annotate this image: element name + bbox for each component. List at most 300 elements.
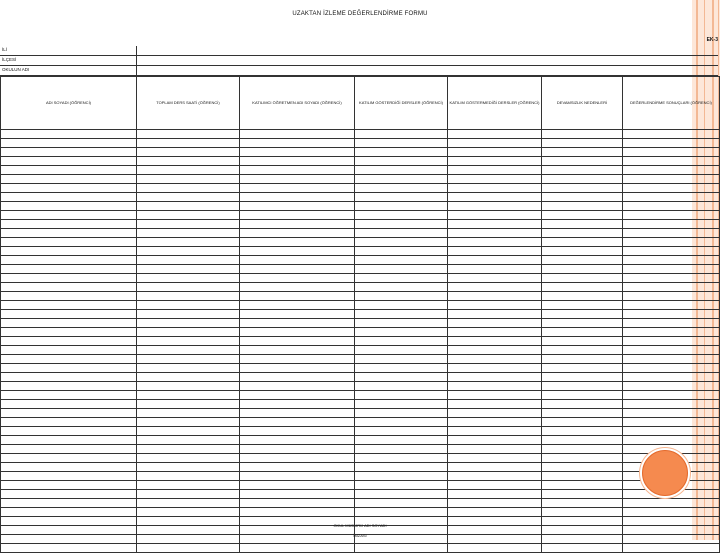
table-cell[interactable] xyxy=(137,211,240,220)
table-cell[interactable] xyxy=(542,148,623,157)
table-cell[interactable] xyxy=(542,157,623,166)
table-cell[interactable] xyxy=(448,193,542,202)
table-cell[interactable] xyxy=(1,499,137,508)
table-cell[interactable] xyxy=(542,472,623,481)
table-cell[interactable] xyxy=(240,292,355,301)
table-cell[interactable] xyxy=(623,508,720,517)
table-cell[interactable] xyxy=(1,427,137,436)
table-cell[interactable] xyxy=(448,391,542,400)
table-cell[interactable] xyxy=(240,436,355,445)
table-cell[interactable] xyxy=(448,544,542,553)
table-cell[interactable] xyxy=(240,508,355,517)
table-cell[interactable] xyxy=(448,382,542,391)
table-cell[interactable] xyxy=(542,409,623,418)
table-cell[interactable] xyxy=(355,301,448,310)
table-cell[interactable] xyxy=(623,130,720,139)
table-cell[interactable] xyxy=(137,445,240,454)
table-cell[interactable] xyxy=(448,472,542,481)
table-cell[interactable] xyxy=(240,427,355,436)
table-cell[interactable] xyxy=(623,166,720,175)
table-cell[interactable] xyxy=(448,184,542,193)
table-cell[interactable] xyxy=(448,328,542,337)
table-cell[interactable] xyxy=(623,436,720,445)
table-cell[interactable] xyxy=(448,373,542,382)
table-cell[interactable] xyxy=(448,247,542,256)
table-cell[interactable] xyxy=(542,445,623,454)
table-cell[interactable] xyxy=(542,427,623,436)
table-cell[interactable] xyxy=(1,490,137,499)
table-cell[interactable] xyxy=(623,319,720,328)
table-cell[interactable] xyxy=(240,490,355,499)
table-cell[interactable] xyxy=(448,427,542,436)
table-cell[interactable] xyxy=(137,508,240,517)
table-cell[interactable] xyxy=(542,337,623,346)
table-cell[interactable] xyxy=(623,409,720,418)
table-cell[interactable] xyxy=(1,229,137,238)
table-cell[interactable] xyxy=(623,229,720,238)
table-cell[interactable] xyxy=(623,301,720,310)
table-cell[interactable] xyxy=(448,202,542,211)
table-cell[interactable] xyxy=(355,184,448,193)
table-cell[interactable] xyxy=(448,211,542,220)
table-cell[interactable] xyxy=(623,148,720,157)
table-cell[interactable] xyxy=(542,301,623,310)
table-cell[interactable] xyxy=(542,391,623,400)
table-cell[interactable] xyxy=(448,220,542,229)
table-cell[interactable] xyxy=(542,310,623,319)
table-cell[interactable] xyxy=(355,337,448,346)
table-cell[interactable] xyxy=(355,463,448,472)
table-cell[interactable] xyxy=(448,274,542,283)
table-cell[interactable] xyxy=(1,373,137,382)
table-cell[interactable] xyxy=(623,175,720,184)
table-cell[interactable] xyxy=(355,373,448,382)
table-cell[interactable] xyxy=(355,175,448,184)
table-cell[interactable] xyxy=(623,382,720,391)
table-cell[interactable] xyxy=(355,193,448,202)
table-cell[interactable] xyxy=(355,274,448,283)
table-cell[interactable] xyxy=(355,247,448,256)
table-cell[interactable] xyxy=(240,355,355,364)
table-cell[interactable] xyxy=(355,472,448,481)
table-cell[interactable] xyxy=(137,400,240,409)
table-cell[interactable] xyxy=(542,382,623,391)
table-cell[interactable] xyxy=(1,130,137,139)
table-cell[interactable] xyxy=(137,130,240,139)
table-cell[interactable] xyxy=(355,310,448,319)
table-cell[interactable] xyxy=(355,481,448,490)
table-cell[interactable] xyxy=(137,229,240,238)
table-cell[interactable] xyxy=(1,139,137,148)
table-cell[interactable] xyxy=(137,256,240,265)
table-cell[interactable] xyxy=(623,193,720,202)
table-cell[interactable] xyxy=(1,400,137,409)
table-cell[interactable] xyxy=(355,211,448,220)
table-cell[interactable] xyxy=(623,202,720,211)
table-cell[interactable] xyxy=(542,229,623,238)
table-cell[interactable] xyxy=(137,184,240,193)
table-cell[interactable] xyxy=(623,265,720,274)
table-cell[interactable] xyxy=(542,292,623,301)
table-cell[interactable] xyxy=(623,283,720,292)
table-cell[interactable] xyxy=(355,292,448,301)
table-cell[interactable] xyxy=(623,373,720,382)
table-cell[interactable] xyxy=(355,256,448,265)
table-cell[interactable] xyxy=(1,310,137,319)
table-cell[interactable] xyxy=(448,418,542,427)
table-cell[interactable] xyxy=(240,256,355,265)
table-cell[interactable] xyxy=(542,166,623,175)
table-cell[interactable] xyxy=(448,130,542,139)
table-cell[interactable] xyxy=(542,490,623,499)
table-cell[interactable] xyxy=(240,283,355,292)
table-cell[interactable] xyxy=(448,283,542,292)
table-cell[interactable] xyxy=(240,391,355,400)
table-cell[interactable] xyxy=(240,418,355,427)
table-cell[interactable] xyxy=(1,148,137,157)
table-cell[interactable] xyxy=(542,202,623,211)
table-cell[interactable] xyxy=(448,139,542,148)
table-cell[interactable] xyxy=(1,463,137,472)
table-cell[interactable] xyxy=(1,184,137,193)
table-cell[interactable] xyxy=(355,148,448,157)
table-cell[interactable] xyxy=(1,337,137,346)
table-cell[interactable] xyxy=(240,472,355,481)
table-cell[interactable] xyxy=(448,346,542,355)
table-cell[interactable] xyxy=(137,292,240,301)
table-cell[interactable] xyxy=(1,445,137,454)
table-cell[interactable] xyxy=(137,436,240,445)
table-cell[interactable] xyxy=(542,247,623,256)
table-cell[interactable] xyxy=(1,364,137,373)
table-cell[interactable] xyxy=(623,364,720,373)
table-cell[interactable] xyxy=(240,364,355,373)
table-cell[interactable] xyxy=(137,157,240,166)
table-cell[interactable] xyxy=(240,499,355,508)
table-cell[interactable] xyxy=(137,220,240,229)
table-cell[interactable] xyxy=(542,184,623,193)
table-cell[interactable] xyxy=(240,148,355,157)
table-cell[interactable] xyxy=(1,301,137,310)
table-cell[interactable] xyxy=(623,499,720,508)
table-cell[interactable] xyxy=(448,292,542,301)
table-cell[interactable] xyxy=(137,346,240,355)
table-cell[interactable] xyxy=(623,157,720,166)
table-cell[interactable] xyxy=(355,166,448,175)
table-cell[interactable] xyxy=(1,328,137,337)
table-cell[interactable] xyxy=(542,193,623,202)
table-cell[interactable] xyxy=(623,220,720,229)
table-cell[interactable] xyxy=(137,274,240,283)
table-cell[interactable] xyxy=(137,139,240,148)
table-cell[interactable] xyxy=(355,139,448,148)
table-cell[interactable] xyxy=(1,544,137,553)
table-cell[interactable] xyxy=(137,202,240,211)
table-cell[interactable] xyxy=(240,445,355,454)
table-cell[interactable] xyxy=(137,328,240,337)
table-cell[interactable] xyxy=(623,337,720,346)
table-cell[interactable] xyxy=(623,184,720,193)
table-cell[interactable] xyxy=(355,229,448,238)
table-cell[interactable] xyxy=(542,283,623,292)
table-cell[interactable] xyxy=(623,346,720,355)
table-cell[interactable] xyxy=(448,337,542,346)
table-cell[interactable] xyxy=(240,337,355,346)
table-cell[interactable] xyxy=(623,310,720,319)
table-cell[interactable] xyxy=(240,328,355,337)
table-cell[interactable] xyxy=(355,490,448,499)
table-cell[interactable] xyxy=(355,508,448,517)
table-cell[interactable] xyxy=(137,193,240,202)
table-cell[interactable] xyxy=(542,319,623,328)
table-cell[interactable] xyxy=(240,184,355,193)
table-cell[interactable] xyxy=(448,436,542,445)
table-cell[interactable] xyxy=(137,373,240,382)
table-cell[interactable] xyxy=(137,427,240,436)
table-cell[interactable] xyxy=(137,499,240,508)
table-cell[interactable] xyxy=(623,544,720,553)
table-cell[interactable] xyxy=(448,265,542,274)
table-cell[interactable] xyxy=(448,508,542,517)
table-cell[interactable] xyxy=(1,355,137,364)
table-cell[interactable] xyxy=(542,373,623,382)
table-cell[interactable] xyxy=(355,220,448,229)
table-cell[interactable] xyxy=(1,247,137,256)
table-cell[interactable] xyxy=(1,211,137,220)
table-cell[interactable] xyxy=(542,130,623,139)
table-cell[interactable] xyxy=(240,175,355,184)
table-cell[interactable] xyxy=(137,355,240,364)
table-cell[interactable] xyxy=(355,436,448,445)
table-cell[interactable] xyxy=(240,139,355,148)
table-cell[interactable] xyxy=(448,148,542,157)
table-cell[interactable] xyxy=(448,409,542,418)
table-cell[interactable] xyxy=(1,238,137,247)
table-cell[interactable] xyxy=(542,481,623,490)
table-cell[interactable] xyxy=(623,400,720,409)
table-cell[interactable] xyxy=(355,445,448,454)
table-cell[interactable] xyxy=(542,436,623,445)
table-cell[interactable] xyxy=(623,139,720,148)
table-cell[interactable] xyxy=(137,148,240,157)
table-cell[interactable] xyxy=(240,544,355,553)
table-cell[interactable] xyxy=(542,256,623,265)
table-cell[interactable] xyxy=(240,463,355,472)
table-cell[interactable] xyxy=(1,391,137,400)
table-cell[interactable] xyxy=(542,274,623,283)
table-cell[interactable] xyxy=(448,499,542,508)
table-cell[interactable] xyxy=(623,427,720,436)
table-cell[interactable] xyxy=(355,427,448,436)
table-cell[interactable] xyxy=(355,454,448,463)
table-cell[interactable] xyxy=(240,274,355,283)
table-cell[interactable] xyxy=(355,238,448,247)
table-cell[interactable] xyxy=(542,139,623,148)
table-cell[interactable] xyxy=(240,265,355,274)
table-cell[interactable] xyxy=(1,481,137,490)
table-cell[interactable] xyxy=(1,418,137,427)
table-cell[interactable] xyxy=(448,157,542,166)
table-cell[interactable] xyxy=(240,157,355,166)
table-cell[interactable] xyxy=(542,499,623,508)
table-cell[interactable] xyxy=(542,454,623,463)
table-cell[interactable] xyxy=(542,400,623,409)
table-cell[interactable] xyxy=(240,211,355,220)
table-cell[interactable] xyxy=(448,454,542,463)
table-cell[interactable] xyxy=(355,409,448,418)
table-cell[interactable] xyxy=(1,256,137,265)
table-cell[interactable] xyxy=(355,400,448,409)
table-cell[interactable] xyxy=(1,157,137,166)
table-cell[interactable] xyxy=(448,490,542,499)
table-cell[interactable] xyxy=(137,382,240,391)
table-cell[interactable] xyxy=(137,364,240,373)
table-cell[interactable] xyxy=(355,328,448,337)
table-cell[interactable] xyxy=(137,544,240,553)
table-cell[interactable] xyxy=(240,301,355,310)
table-cell[interactable] xyxy=(448,355,542,364)
table-cell[interactable] xyxy=(240,409,355,418)
table-cell[interactable] xyxy=(448,319,542,328)
table-cell[interactable] xyxy=(355,202,448,211)
table-cell[interactable] xyxy=(137,454,240,463)
table-cell[interactable] xyxy=(1,319,137,328)
table-cell[interactable] xyxy=(623,292,720,301)
table-cell[interactable] xyxy=(240,346,355,355)
table-cell[interactable] xyxy=(623,238,720,247)
table-cell[interactable] xyxy=(137,166,240,175)
table-cell[interactable] xyxy=(623,247,720,256)
table-cell[interactable] xyxy=(355,319,448,328)
table-cell[interactable] xyxy=(240,454,355,463)
table-cell[interactable] xyxy=(240,247,355,256)
table-cell[interactable] xyxy=(542,463,623,472)
table-cell[interactable] xyxy=(240,481,355,490)
table-cell[interactable] xyxy=(448,364,542,373)
table-cell[interactable] xyxy=(137,472,240,481)
table-cell[interactable] xyxy=(355,391,448,400)
table-cell[interactable] xyxy=(137,337,240,346)
table-cell[interactable] xyxy=(355,364,448,373)
table-cell[interactable] xyxy=(448,256,542,265)
table-cell[interactable] xyxy=(448,175,542,184)
table-cell[interactable] xyxy=(240,373,355,382)
table-cell[interactable] xyxy=(355,265,448,274)
table-cell[interactable] xyxy=(623,355,720,364)
table-cell[interactable] xyxy=(542,418,623,427)
table-cell[interactable] xyxy=(448,166,542,175)
table-cell[interactable] xyxy=(448,445,542,454)
table-cell[interactable] xyxy=(137,310,240,319)
table-cell[interactable] xyxy=(448,238,542,247)
table-cell[interactable] xyxy=(1,220,137,229)
table-cell[interactable] xyxy=(1,472,137,481)
table-cell[interactable] xyxy=(355,499,448,508)
table-cell[interactable] xyxy=(448,400,542,409)
table-cell[interactable] xyxy=(137,283,240,292)
table-cell[interactable] xyxy=(137,463,240,472)
table-cell[interactable] xyxy=(1,346,137,355)
table-cell[interactable] xyxy=(1,508,137,517)
table-cell[interactable] xyxy=(240,166,355,175)
table-cell[interactable] xyxy=(448,301,542,310)
table-cell[interactable] xyxy=(355,544,448,553)
table-cell[interactable] xyxy=(137,409,240,418)
table-cell[interactable] xyxy=(448,463,542,472)
table-cell[interactable] xyxy=(240,310,355,319)
table-cell[interactable] xyxy=(1,265,137,274)
table-cell[interactable] xyxy=(542,220,623,229)
table-cell[interactable] xyxy=(137,481,240,490)
table-cell[interactable] xyxy=(542,328,623,337)
table-cell[interactable] xyxy=(355,382,448,391)
table-cell[interactable] xyxy=(542,238,623,247)
table-cell[interactable] xyxy=(542,355,623,364)
table-cell[interactable] xyxy=(542,211,623,220)
table-cell[interactable] xyxy=(240,238,355,247)
table-cell[interactable] xyxy=(240,130,355,139)
table-cell[interactable] xyxy=(1,409,137,418)
table-cell[interactable] xyxy=(355,346,448,355)
table-cell[interactable] xyxy=(1,166,137,175)
table-cell[interactable] xyxy=(542,364,623,373)
table-cell[interactable] xyxy=(240,202,355,211)
table-cell[interactable] xyxy=(1,292,137,301)
table-cell[interactable] xyxy=(355,157,448,166)
table-cell[interactable] xyxy=(137,490,240,499)
table-cell[interactable] xyxy=(240,400,355,409)
table-cell[interactable] xyxy=(240,319,355,328)
table-cell[interactable] xyxy=(623,274,720,283)
table-cell[interactable] xyxy=(137,418,240,427)
table-cell[interactable] xyxy=(137,265,240,274)
table-cell[interactable] xyxy=(240,229,355,238)
table-cell[interactable] xyxy=(542,265,623,274)
table-cell[interactable] xyxy=(137,319,240,328)
table-cell[interactable] xyxy=(137,175,240,184)
table-cell[interactable] xyxy=(355,355,448,364)
table-cell[interactable] xyxy=(623,211,720,220)
table-cell[interactable] xyxy=(623,328,720,337)
table-cell[interactable] xyxy=(240,193,355,202)
table-cell[interactable] xyxy=(1,454,137,463)
table-cell[interactable] xyxy=(1,202,137,211)
table-cell[interactable] xyxy=(137,247,240,256)
table-cell[interactable] xyxy=(240,382,355,391)
table-cell[interactable] xyxy=(355,418,448,427)
table-cell[interactable] xyxy=(1,436,137,445)
table-cell[interactable] xyxy=(542,508,623,517)
table-cell[interactable] xyxy=(623,256,720,265)
table-cell[interactable] xyxy=(1,193,137,202)
table-cell[interactable] xyxy=(542,175,623,184)
table-cell[interactable] xyxy=(542,544,623,553)
table-cell[interactable] xyxy=(240,220,355,229)
table-cell[interactable] xyxy=(448,481,542,490)
table-cell[interactable] xyxy=(448,229,542,238)
table-cell[interactable] xyxy=(1,175,137,184)
table-cell[interactable] xyxy=(1,382,137,391)
table-cell[interactable] xyxy=(623,391,720,400)
table-cell[interactable] xyxy=(137,391,240,400)
table-cell[interactable] xyxy=(137,301,240,310)
table-cell[interactable] xyxy=(1,274,137,283)
table-cell[interactable] xyxy=(355,283,448,292)
table-cell[interactable] xyxy=(137,238,240,247)
table-cell[interactable] xyxy=(355,130,448,139)
table-cell[interactable] xyxy=(623,418,720,427)
table-cell[interactable] xyxy=(1,283,137,292)
